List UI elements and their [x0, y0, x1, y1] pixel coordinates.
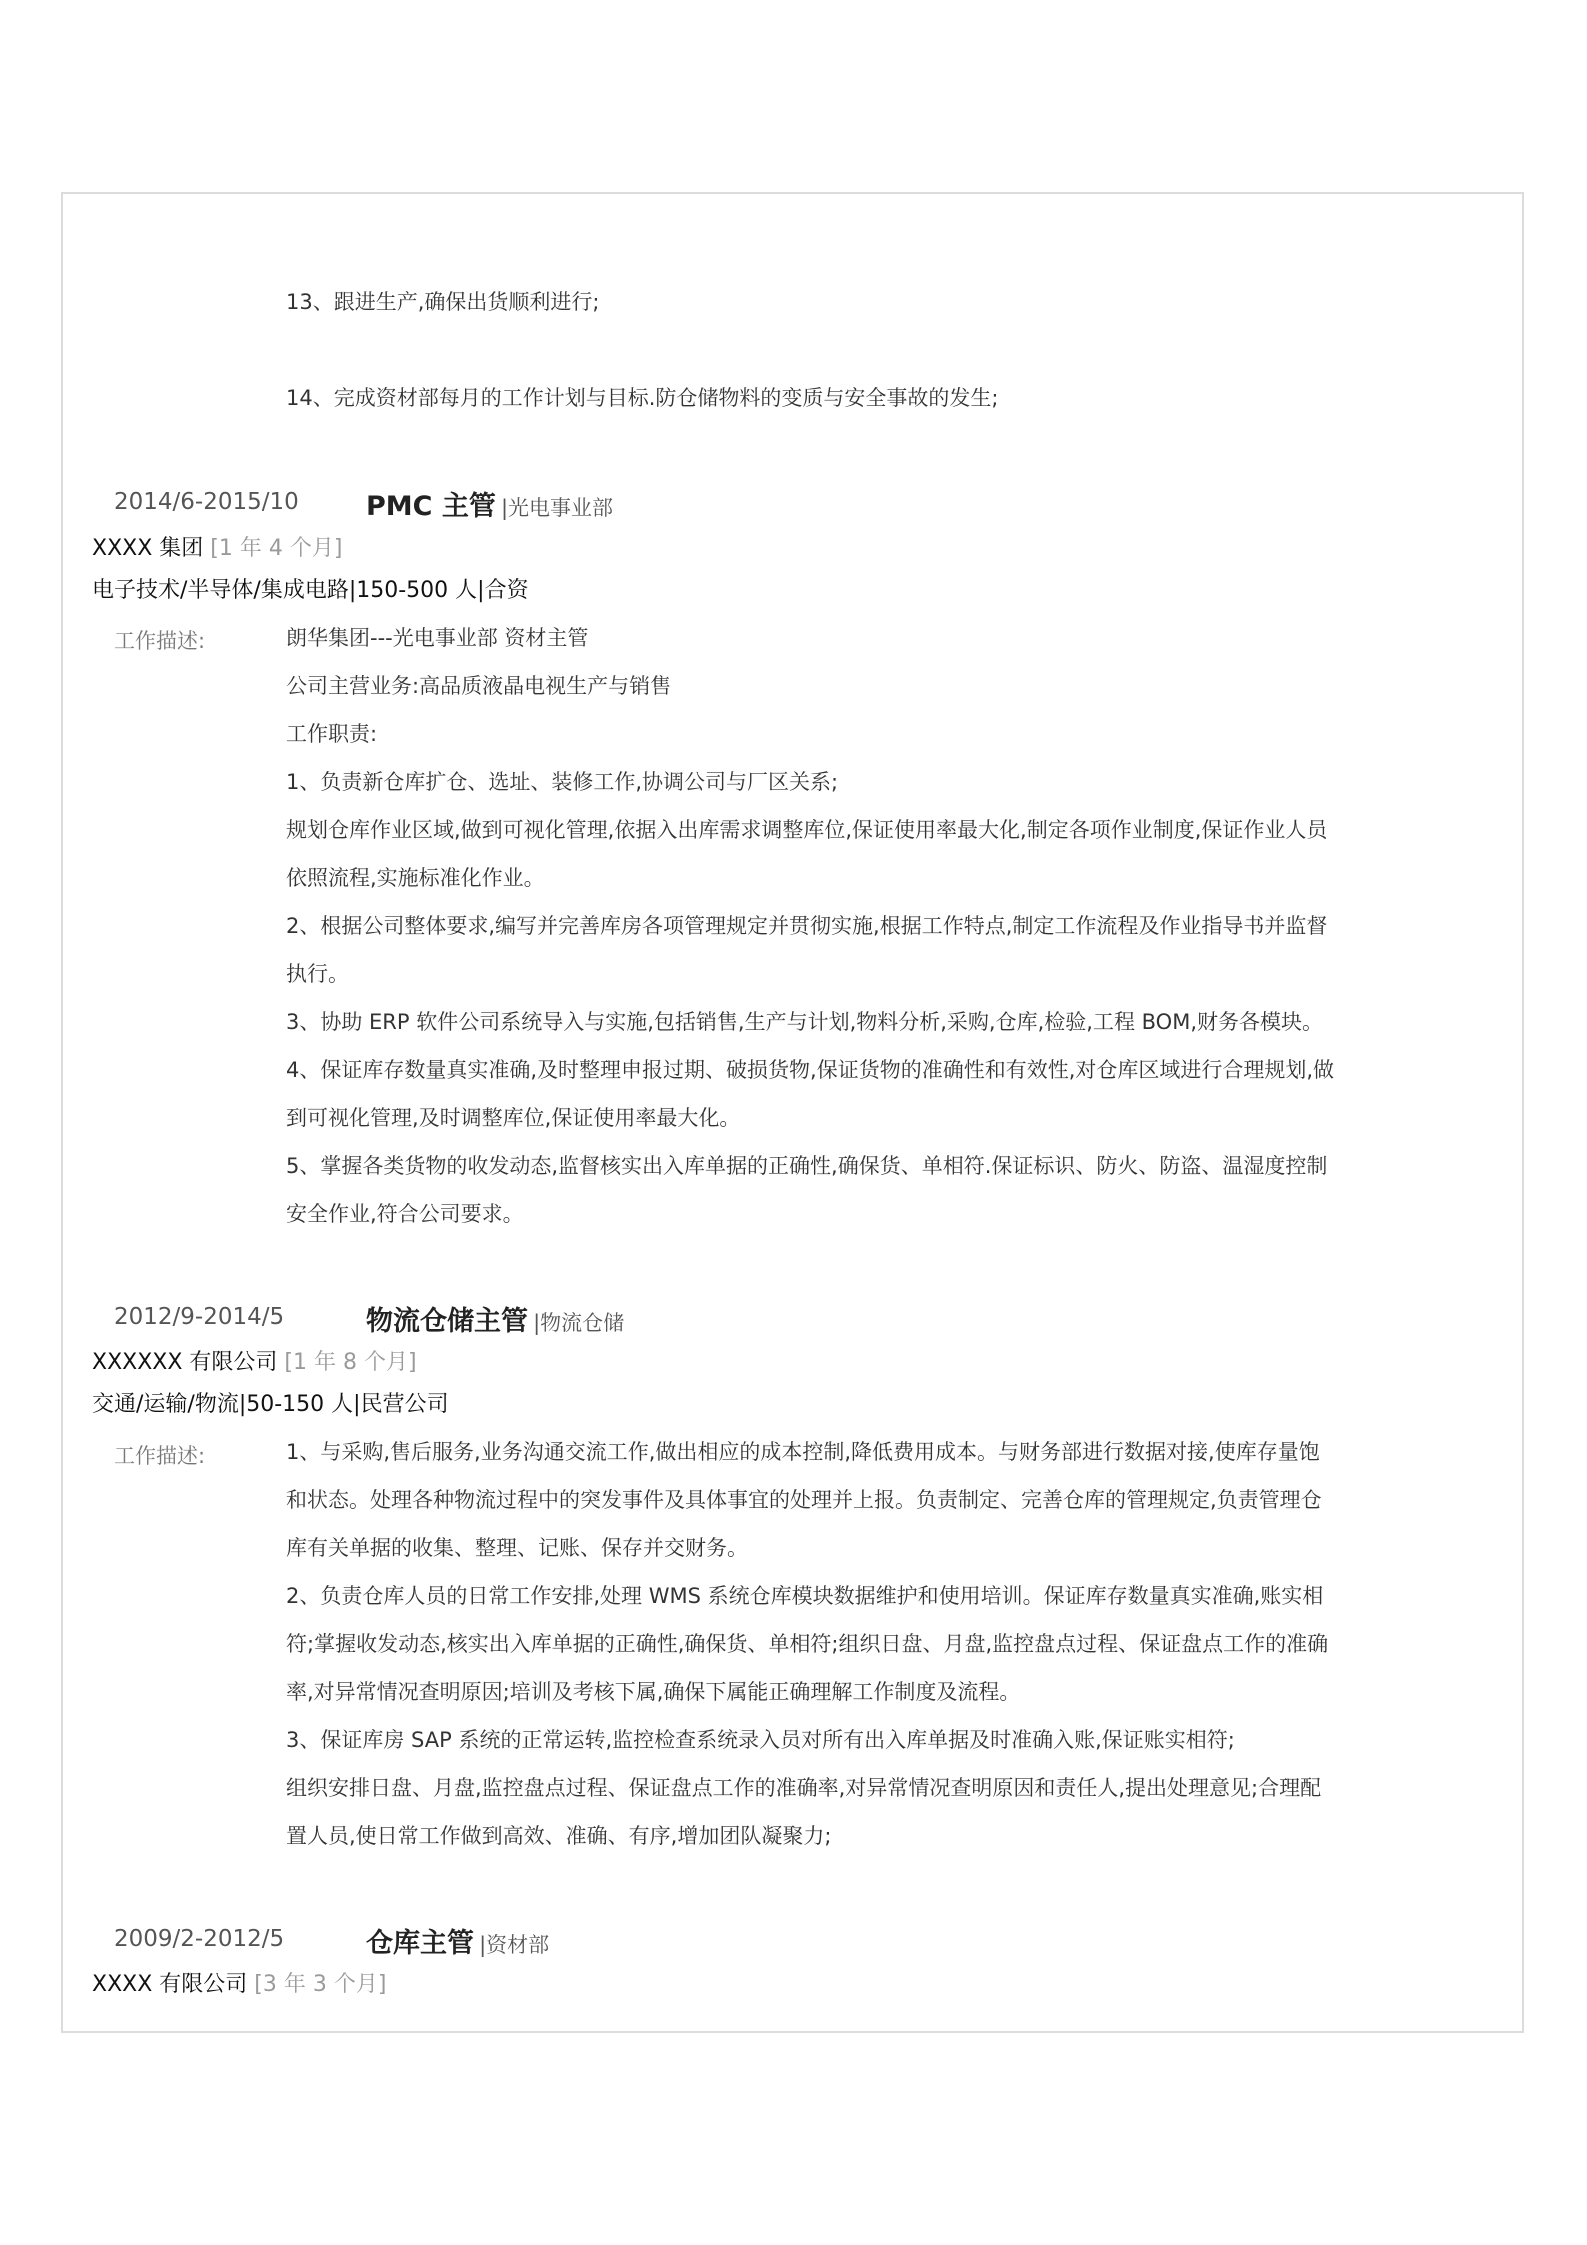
- experience-period: 2009/2-2012/5: [114, 1926, 285, 1952]
- company-name: XXXX 有限公司: [92, 1972, 248, 1997]
- description-line: 置人员,使日常工作做到高效、准确、有序,增加团队凝聚力;: [286, 1824, 832, 1848]
- employment-duration: [3 年 3 个月]: [254, 1972, 387, 1997]
- company-name: XXXX 集团: [92, 536, 204, 561]
- description-line: 朗华集团---光电事业部 资材主管: [286, 626, 589, 650]
- description-line: 规划仓库作业区域,做到可视化管理,依据入出库需求调整库位,保证使用率最大化,制定各项作业制度,保证作业人员: [286, 818, 1328, 842]
- description-line: 5、掌握各类货物的收发动态,监督核实出入库单据的正确性,确保货、单相符.保证标识、防火、防盗、温湿度控制: [286, 1154, 1328, 1178]
- description-line: 公司主营业务:高品质液晶电视生产与销售: [286, 674, 672, 698]
- description-line: 依照流程,实施标准化作业。: [286, 866, 545, 890]
- experience-period: 2014/6-2015/10: [114, 489, 299, 515]
- job-title: PMC 主管: [366, 491, 496, 522]
- job-title: 物流仓储主管: [366, 1306, 528, 1337]
- description-line: 库有关单据的收集、整理、记账、保存并交财务。: [286, 1536, 748, 1560]
- description-line: 2、负责仓库人员的日常工作安排,处理 WMS 系统仓库模块数据维护和使用培训。保证库存数量真实准确,账实相: [286, 1584, 1324, 1608]
- description-line: 率,对异常情况查明原因;培训及考核下属,确保下属能正确理解工作制度及流程。: [286, 1680, 1021, 1704]
- description-line: 符;掌握收发动态,核实出入库单据的正确性,确保货、单相符;组织日盘、月盘,监控盘点过程、保证盘点工作的准确: [286, 1632, 1329, 1656]
- description-line: 2、根据公司整体要求,编写并完善库房各项管理规定并贯彻实施,根据工作特点,制定工作流程及作业指导书并监督: [286, 914, 1328, 938]
- department: |资材部: [479, 1933, 550, 1957]
- description-line: 4、保证库存数量真实准确,及时整理申报过期、破损货物,保证货物的准确性和有效性,对仓库区域进行合理规划,做: [286, 1058, 1335, 1082]
- description-line: 和状态。处理各种物流过程中的突发事件及具体事宜的处理并上报。负责制定、完善仓库的管理规定,负责管理仓: [286, 1488, 1322, 1512]
- experience-heading: [366, 1921, 549, 1960]
- description-line: 3、保证库房 SAP 系统的正常运转,监控检查系统录入员对所有出入库单据及时准确入账,保证账实相符;: [286, 1728, 1235, 1752]
- industry-info: 电子技术/半导体/集成电路|150-500 人|合资: [92, 578, 529, 603]
- description-line: 执行。: [286, 962, 349, 986]
- employment-duration: [1 年 8 个月]: [284, 1350, 417, 1375]
- experience-heading: [366, 1299, 624, 1338]
- continuation-item: 14、完成资材部每月的工作计划与目标.防仓储物料的变质与安全事故的发生;: [286, 386, 999, 410]
- description-label: 工作描述:: [114, 629, 206, 653]
- description-line: 工作职责:: [286, 722, 378, 746]
- description-line: 到可视化管理,及时调整库位,保证使用率最大化。: [286, 1106, 741, 1130]
- industry-info: 交通/运输/物流|50-150 人|民营公司: [92, 1392, 449, 1417]
- description-line: 组织安排日盘、月盘,监控盘点过程、保证盘点工作的准确率,对异常情况查明原因和责任人,提出处理意见;合理配: [286, 1776, 1322, 1800]
- company-line: [92, 1345, 417, 1376]
- employment-duration: [1 年 4 个月]: [210, 536, 343, 561]
- job-title: 仓库主管: [366, 1928, 474, 1959]
- department: |光电事业部: [500, 496, 614, 520]
- page-frame: [61, 192, 1524, 2033]
- experience-heading: [366, 484, 613, 523]
- description-line: 1、负责新仓库扩仓、选址、装修工作,协调公司与厂区关系;: [286, 770, 839, 794]
- description-line: 3、协助 ERP 软件公司系统导入与实施,包括销售,生产与计划,物料分析,采购,仓库,检验,工程 BOM,财务各模块。: [286, 1010, 1323, 1034]
- department: |物流仓储: [533, 1311, 625, 1335]
- company-line: [92, 531, 342, 562]
- description-label: 工作描述:: [114, 1444, 206, 1468]
- description-line: 安全作业,符合公司要求。: [286, 1202, 524, 1226]
- company-name: XXXXXX 有限公司: [92, 1350, 278, 1375]
- company-line: [92, 1967, 386, 1998]
- experience-period: 2012/9-2014/5: [114, 1304, 285, 1330]
- continuation-item: 13、跟进生产,确保出货顺利进行;: [286, 290, 600, 314]
- description-line: 1、与采购,售后服务,业务沟通交流工作,做出相应的成本控制,降低费用成本。与财务部进行数据对接,使库存量饱: [286, 1440, 1320, 1464]
